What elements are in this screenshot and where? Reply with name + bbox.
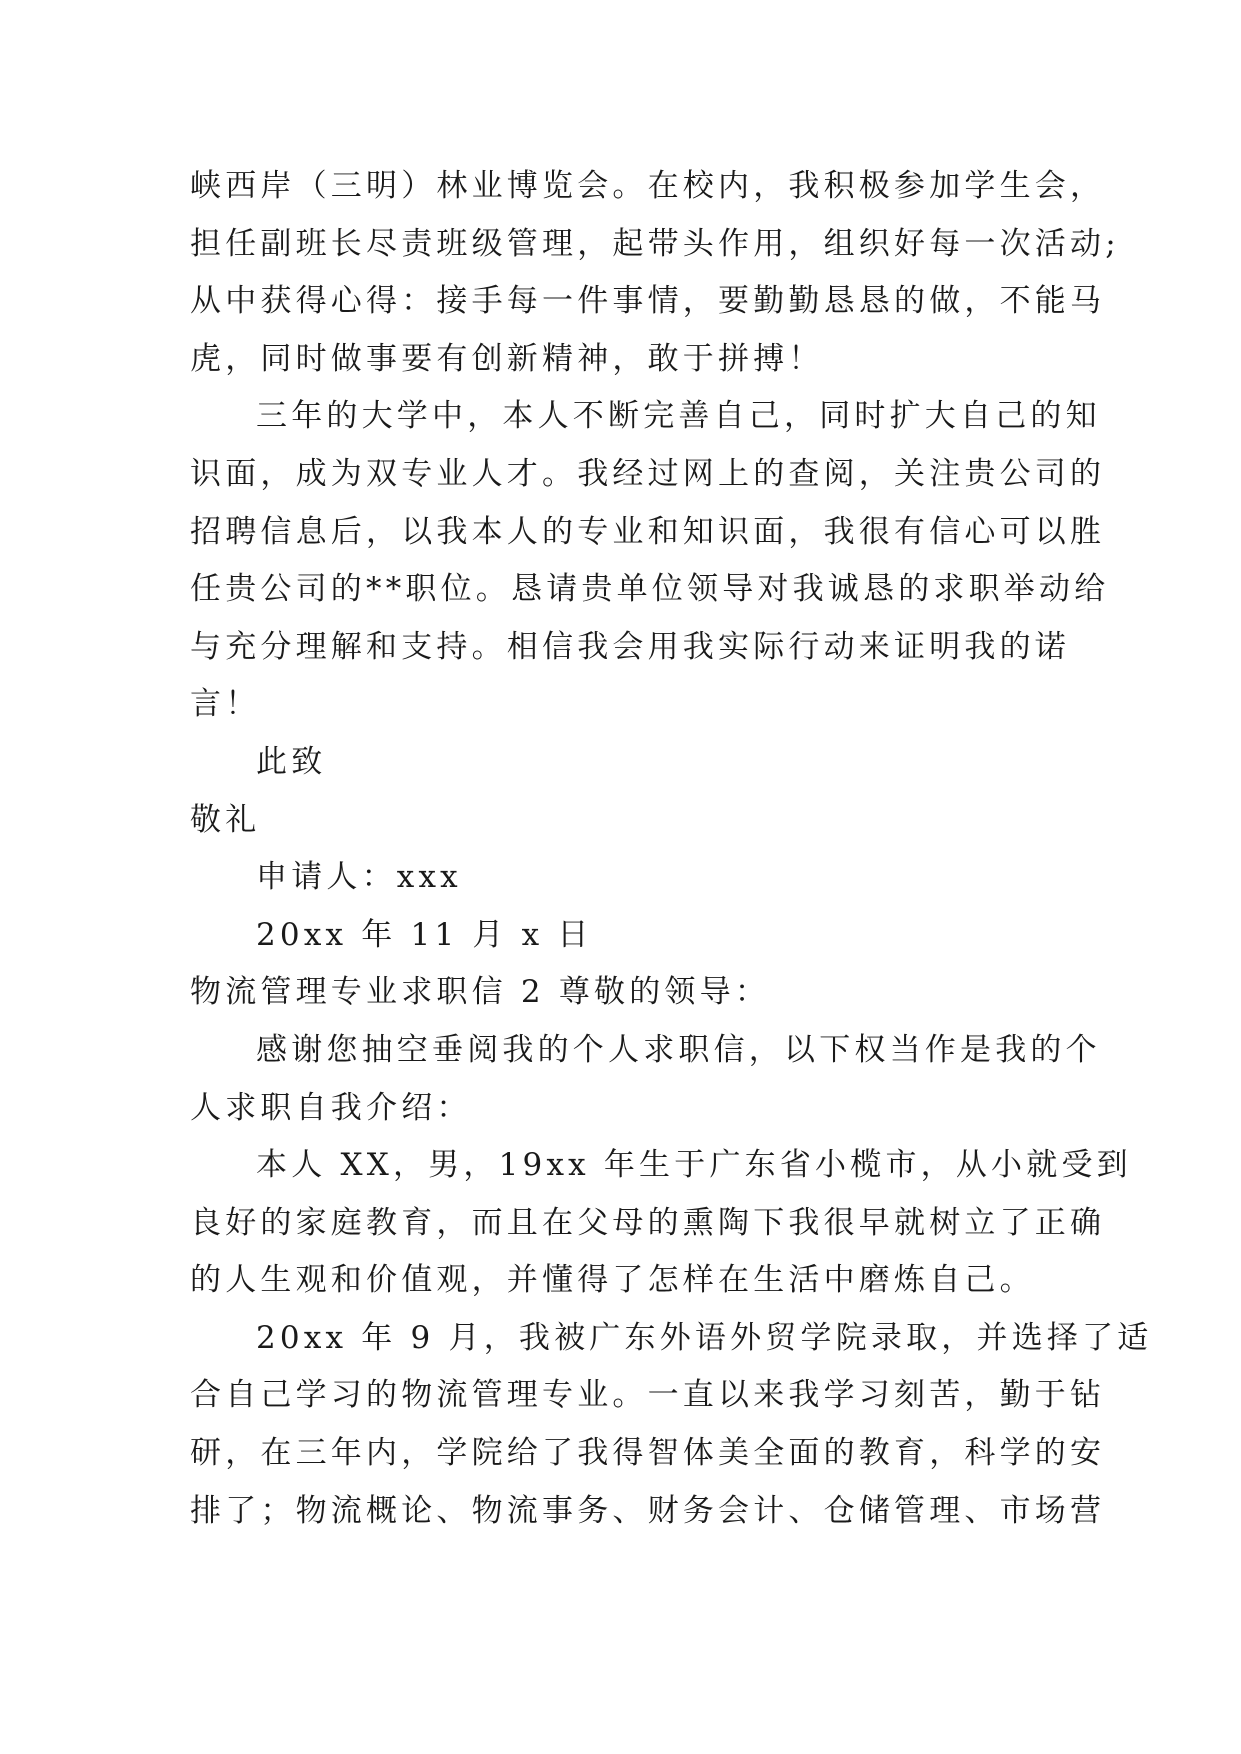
text-line: 峡西岸（三明）林业博览会。在校内，我积极参加学生会， — [190, 168, 1106, 204]
date-line: 20xx 年 11 月 x 日 — [256, 916, 593, 953]
text-line: 招聘信息后，以我本人的专业和知识面，我很有信心可以胜 — [190, 513, 1106, 550]
text-line: 任贵公司的**职位。恳请贵单位领导对我诚恳的求职举动给 — [190, 571, 1110, 608]
text-line: 言！ — [190, 686, 261, 723]
salutation-line: 敬礼 — [190, 801, 261, 838]
paragraph-start-line: 20xx 年 9 月，我被广东外语外贸学院录取，并选择了适 — [256, 1319, 1153, 1356]
text-line: 从中获得心得：接手每一件事情，要勤勤恳恳的做，不能马 — [190, 283, 1106, 320]
text-line: 研，在三年内，学院给了我得智体美全面的教育，科学的安 — [190, 1435, 1106, 1472]
text-line: 人求职自我介绍： — [190, 1089, 472, 1126]
text-line: 排了；物流概论、物流事务、财务会计、仓储管理、市场营 — [190, 1492, 1106, 1529]
paragraph-start-line: 感谢您抽空垂阅我的个人求职信，以下权当作是我的个 — [256, 1031, 1101, 1068]
text-line: 合自己学习的物流管理专业。一直以来我学习刻苦，勤于钻 — [190, 1377, 1106, 1414]
text-line: 与充分理解和支持。相信我会用我实际行动来证明我的诺 — [190, 628, 1070, 665]
paragraph-start-line: 三年的大学中，本人不断完善自己，同时扩大自己的知 — [256, 398, 1101, 435]
text-line: 识面，成为双专业人才。我经过网上的查阅，关注贵公司的 — [190, 455, 1106, 492]
paragraph-start-line: 本人 XX，男，19xx 年生于广东省小榄市，从小就受到 — [256, 1147, 1132, 1184]
text-line: 的人生观和价值观，并懂得了怎样在生活中磨炼自己。 — [190, 1262, 1035, 1299]
text-line: 虎，同时做事要有创新精神，敢于拼搏！ — [190, 340, 824, 377]
letter-heading-line: 物流管理专业求职信 2 尊敬的领导： — [190, 974, 771, 1011]
applicant-line: 申请人：xxx — [256, 859, 462, 896]
text-line: 担任副班长尽责班级管理，起带头作用，组织好每一次活动; — [190, 225, 1120, 262]
closing-line: 此致 — [256, 743, 327, 780]
text-line: 良好的家庭教育，而且在父母的熏陶下我很早就树立了正确 — [190, 1204, 1106, 1241]
document-body — [190, 158, 1153, 1540]
